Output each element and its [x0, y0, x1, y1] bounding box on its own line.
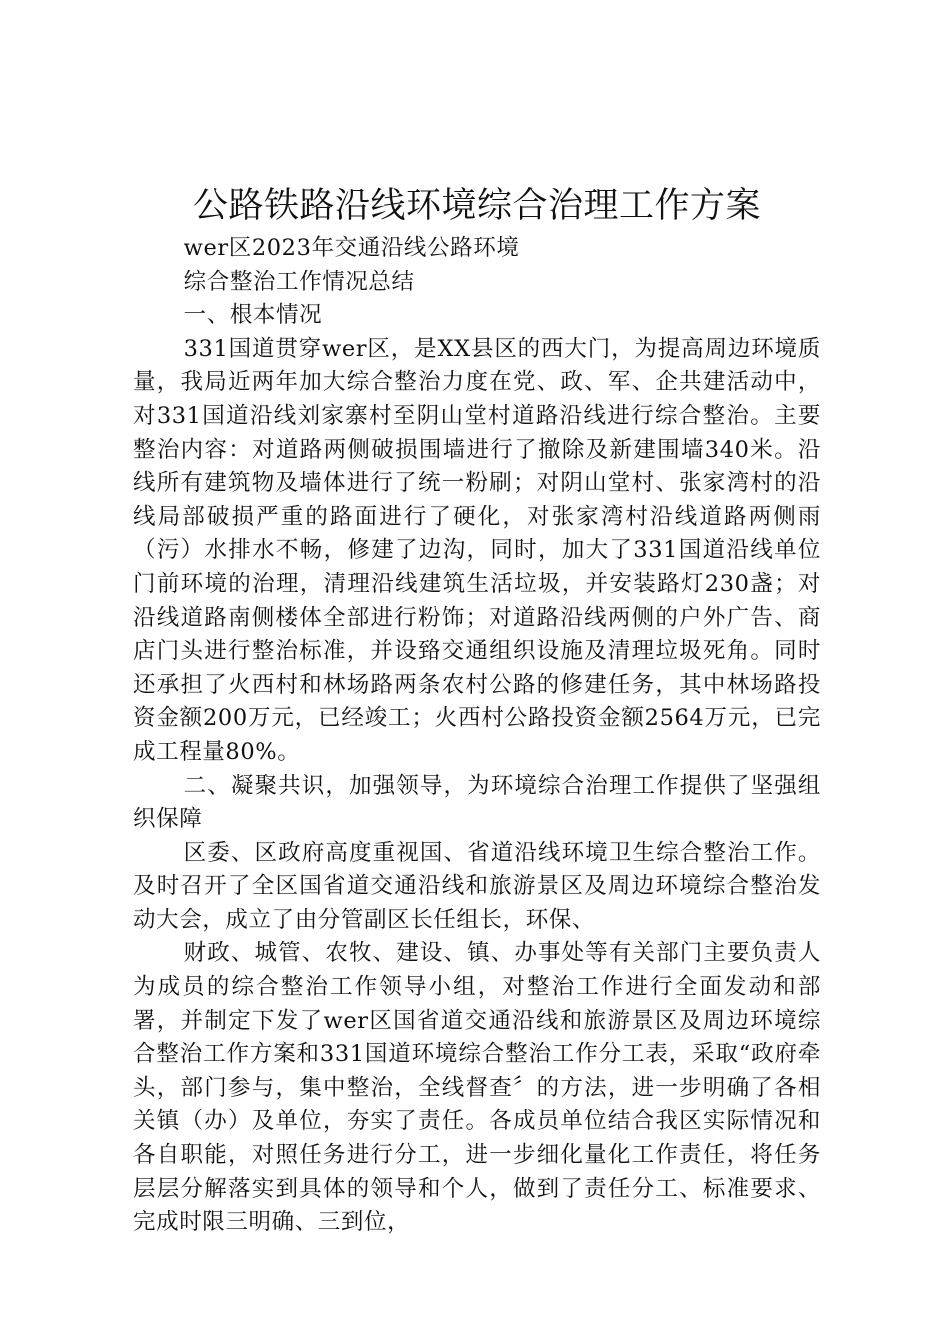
paragraph-basic-situation: 331国道贯穿wer区，是XX县区的西大门，为提高周边环境质量，我局近两年加大综合整治力度在党、政、军、企共建活动中，对331国道沿线刘家寨村至阴山堂村道路沿线进行综合整治。主要整治内容：对道路两侧破损围墙进行了撤除及新建围墙340米。沿线所有建筑物及墙体进行了统一粉刷；对阴山堂村、张家湾村的沿线局部破损严重的路面进行了硬化，对张家湾村沿线道路两侧雨（污）水排水不畅，修建了边沟，同时，加大了331国道沿线单位门前环境的治理，清理沿线建筑生活垃圾，并安装路灯230盏；对沿线道路南侧楼体全部进行粉饰；对道路沿线两侧的户外广告、商店门头进行整治标准，并设臵交通组织设施及清理垃圾死角。同时还承担了火西村和林场路两条农村公路的修建任务，其中林场路投资金额200万元，已经竣工；火西村公路投资金额2564万元，已完成工程量80%。: [133, 335, 821, 765]
paragraph-subtitle-1: wer区2023年交通沿线公路环境: [183, 235, 520, 261]
document-title: 公路铁路沿线环境综合治理工作方案: [192, 186, 761, 226]
section-heading-basic-situation: 一、根本情况: [183, 302, 323, 329]
section-heading-leadership: 二、凝聚共识，加强领导，为环境综合治理工作提供了坚强组织保障: [133, 772, 821, 833]
paragraph-leadership-2: 财政、城管、农牧、建设、镇、办事处等有关部门主要负责人为成员的综合整治工作领导小组，对整治工作进行全面发动和部署，并制定下发了wer区国省道交通沿线和旅游景区及周边环境综合整治工作方案和331国道环境综合整治工作分工表，采取“政府牵头，部门参与，集中整治，全线督查〞的方法，进一步明确了各相关镇（办）及单位，夯实了责任。各成员单位结合我区实际情况和各自职能，对照任务进行分工，进一步细化量化工作责任，将任务层层分解落实到具体的领导和个人，做到了责任分工、标准要求、完成时限三明确、三到位，: [133, 940, 821, 1236]
paragraph-subtitle-2: 综合整治工作情况总结: [183, 268, 415, 295]
paragraph-leadership-1: 区委、区政府高度重视国、省道沿线环境卫生综合整治工作。及时召开了全区国省道交通沿线和旅游景区及周边环境综合整治发动大会，成立了由分管副区长任组长，环保、: [133, 839, 821, 933]
document-page: [133, 178, 821, 1240]
